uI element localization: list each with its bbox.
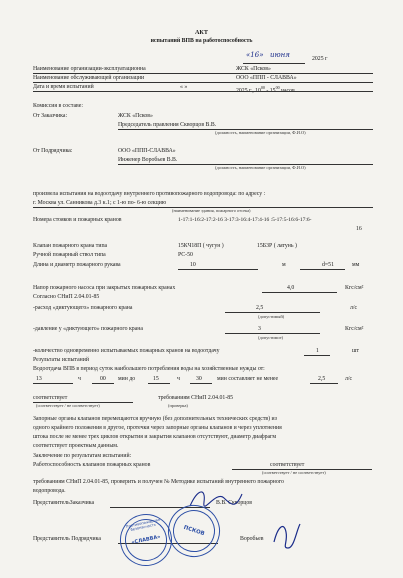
hose-diameter: d=51 bbox=[322, 262, 334, 268]
result-line: Водоотдача ВПВ в период суток наибольшего потребления воды на хозяйственные нужды от: bbox=[33, 366, 265, 372]
note-line-1: Запорные органы клапанов перемещаются вручную (без дополнительных технических средств) из bbox=[33, 416, 277, 422]
conclusion-label: Работоспособность клапанов пожарных кранов bbox=[33, 462, 151, 468]
conclusion-heading: Заключение по результатам испытаний: bbox=[33, 453, 132, 459]
pressure-underline bbox=[262, 292, 337, 293]
hour-label: ч bbox=[78, 376, 81, 382]
flow-label: -расход «диктующего» пожарного крана bbox=[33, 305, 133, 311]
min-flow-unit: л/с bbox=[345, 376, 353, 382]
stamp-center-text: «СЛАВВА» bbox=[130, 533, 162, 547]
from-minute: 00 bbox=[100, 376, 106, 382]
conclusion-value: соответствует bbox=[270, 462, 305, 468]
operator-underline bbox=[33, 73, 373, 74]
to-minute: 30 bbox=[196, 376, 202, 382]
date-day: «16» bbox=[246, 51, 264, 59]
flow-unit: л/с bbox=[350, 305, 358, 311]
hose-label: Длина и диаметр пожарного рукава bbox=[33, 262, 121, 268]
hose-length-unit: м bbox=[282, 262, 286, 268]
customer-caption: (должность, наименование организации, Ф.И.О) bbox=[215, 130, 306, 135]
verdict-text: требованиям СНиП 2.04.01-85 bbox=[158, 395, 234, 401]
stamp-arc-text: Противопожарная безопасность bbox=[125, 517, 161, 532]
flow-caption: (допустимый) bbox=[258, 314, 285, 319]
conclusion-caption: (соответствует / не соответствует) bbox=[262, 470, 326, 475]
valve-type-1: 15КЧ18П ( чугун ) bbox=[178, 243, 224, 249]
flow-value: 2,5 bbox=[256, 305, 264, 311]
contractor-stamp bbox=[115, 509, 177, 571]
hose-diameter-unit: мм bbox=[352, 262, 360, 268]
hose-length-underline bbox=[178, 269, 258, 270]
pressure-value: 4,0 bbox=[287, 285, 295, 291]
note-line-4: соответствует проектным данным. bbox=[33, 443, 119, 449]
valve-label: Клапан пожарного крана типа bbox=[33, 243, 108, 249]
date-year: 2025 г bbox=[312, 56, 328, 62]
count-value: 1 bbox=[316, 348, 319, 354]
customer-sign-name: В.В. Скворцов bbox=[216, 500, 252, 506]
pressure-label: Напор пожарного насоса при закрытых пожарных кранах bbox=[33, 285, 176, 291]
pressure2-caption: (допустимое) bbox=[258, 335, 284, 340]
count-underline bbox=[304, 355, 330, 356]
contractor-signature-icon bbox=[268, 518, 304, 552]
operator-label: Наименование организации-эксплуатационна bbox=[33, 66, 146, 72]
date-month: июня bbox=[270, 51, 290, 59]
service-value: ООО «ППП - СЛАВВА» bbox=[236, 75, 297, 81]
contractor-sign-name: Воробьев bbox=[240, 536, 264, 542]
risers-value-2: 16 bbox=[356, 226, 362, 232]
min-flow-underline bbox=[310, 383, 338, 384]
note-line-2: одного крайнего положения в другое, протечки через запорные органы клапанов и через уплотнения bbox=[33, 425, 282, 431]
stamp2-center-text: ПСКОВ bbox=[182, 524, 206, 538]
from-minute-underline bbox=[92, 383, 114, 384]
to-hour: 15 bbox=[153, 376, 159, 382]
from-hour: 13 bbox=[36, 376, 42, 382]
datetime-label: Дата и время испытаний bbox=[33, 84, 94, 90]
min-flow-value: 2,5 bbox=[318, 376, 326, 382]
contractor-org: ООО «ППП-СЛАВВА» bbox=[118, 148, 176, 154]
risers-value: 1-17:1-16:2-17:2-16 3-17:3-16:4-17:4-16 :5-17:5-16:6-17:6- bbox=[178, 217, 312, 223]
final-line-1: требованиям СНиП 2.04.01-85, проверить и получен № Методике испытаний внутреннего пожарного bbox=[33, 479, 284, 485]
pressure2-value: 3 bbox=[258, 326, 261, 332]
datetime-value: 2025 г., $10^{00} - 15^{00}$ часов bbox=[236, 85, 295, 94]
results-heading: Результаты испытаний bbox=[33, 357, 89, 363]
count-unit: шт bbox=[352, 348, 359, 354]
service-label: Наименование обслуживающей организации bbox=[33, 75, 145, 81]
flow-underline bbox=[225, 312, 320, 313]
pressure-unit: Кгс/см² bbox=[345, 285, 364, 291]
final-line-2: водопровода. bbox=[33, 488, 66, 494]
customer-person: Председатель правления Скворцов В.В. bbox=[118, 122, 217, 128]
customer-label: От Заказчика: bbox=[33, 113, 68, 119]
date-underline bbox=[243, 63, 305, 64]
commission-heading: Комиссия в составе: bbox=[33, 103, 83, 109]
valve-type-2: 15Б3Р ( латунь ) bbox=[257, 243, 297, 249]
snip-reference: Согласно СНиП 2.04.01-85 bbox=[33, 294, 100, 300]
test-intro: произвела испытания на водоотдачу внутреннего противопожарного водопровода: по адресу : bbox=[33, 191, 266, 197]
address-caption: (наименование здания, пожарного отсека) bbox=[172, 208, 251, 213]
pressure2-unit: Кгс/см² bbox=[345, 326, 364, 332]
verdict-value: соответствует bbox=[33, 395, 68, 401]
act-subtitle: испытаний ВПВ на работоспособность bbox=[150, 38, 253, 44]
verdict-caption: (соответствует / не соответствует) bbox=[36, 403, 100, 408]
to-hour-label: ч bbox=[177, 376, 180, 382]
min-flow-label: мин составляет не менее bbox=[217, 376, 279, 382]
pressure2-label: -давление у «диктующего» пожарного крана bbox=[33, 326, 143, 332]
contractor-caption: (должность, наименование организации, Ф.И.О) bbox=[215, 165, 306, 170]
count-label: -количество одновременно испытываемых пожарных кранов на водоотдачу bbox=[33, 348, 220, 354]
risers-label: Номера стояков и пожарных кранов bbox=[33, 217, 122, 223]
customer-sign-label: ПредставительЗаказчика bbox=[33, 500, 95, 506]
contractor-label: От Подрядчика: bbox=[33, 148, 73, 154]
datetime-underline bbox=[33, 91, 373, 92]
customer-org: ЖСК «Псков» bbox=[118, 113, 153, 119]
datetime-quote: « » bbox=[180, 84, 188, 90]
hose-diameter-underline bbox=[300, 269, 345, 270]
hose-length: 10 bbox=[190, 262, 196, 268]
operator-value: ЖСК «Псков» bbox=[236, 66, 271, 72]
test-address: г. Москва ул. Санникова д.3 к.1; с 1-ю по- 6-ю секцию bbox=[33, 200, 167, 206]
pressure2-underline bbox=[225, 333, 320, 334]
minute-to-label: мин до bbox=[118, 376, 136, 382]
to-minute-underline bbox=[190, 383, 212, 384]
to-hour-underline bbox=[148, 383, 170, 384]
service-underline bbox=[33, 82, 373, 83]
contractor-person: Инженер Воробьев В.В. bbox=[118, 157, 178, 163]
from-hour-underline bbox=[33, 383, 73, 384]
verdict-caption-2: (проверка) bbox=[168, 403, 188, 408]
act-title: АКТ bbox=[194, 29, 209, 36]
note-line-3: штока после не менее трех циклов открытия и закрытия клапанов отсутствуют, диаметр диафрагм bbox=[33, 434, 277, 440]
nozzle-value: РС-50 bbox=[178, 252, 193, 258]
nozzle-label: Ручной пожарный ствол типа bbox=[33, 252, 106, 258]
contractor-sign-label: Представитель Подрядчика bbox=[33, 536, 101, 542]
